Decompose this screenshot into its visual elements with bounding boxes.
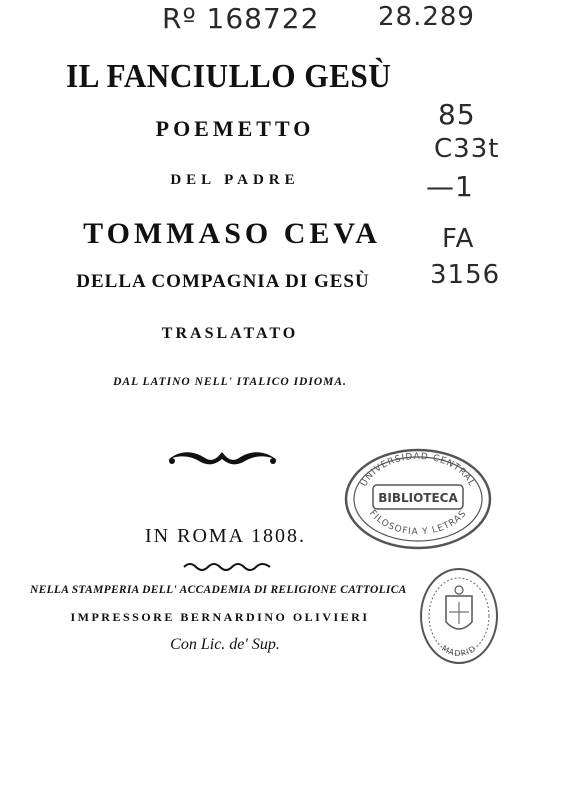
author-society: DELLA COMPAGNIA DI GESÙ	[76, 271, 370, 292]
ornament-divider	[165, 442, 280, 472]
svg-text:FILOSOFIA Y LETRAS	[367, 509, 469, 538]
round-seal-stamp	[418, 566, 500, 666]
stamp-center-text: BIBLIOTECA	[378, 491, 458, 505]
place-and-date: IN ROMA 1808.	[145, 525, 307, 547]
small-ornamental-rule	[182, 560, 272, 572]
handwritten-note-4: FA	[442, 224, 475, 254]
attribution-prefix: DEL PADRE	[170, 172, 300, 188]
handwritten-note-3: —1	[426, 170, 474, 203]
seal-text: MADRID	[440, 643, 478, 659]
library-stamp	[343, 447, 493, 551]
handwritten-number: 28.289	[378, 2, 475, 32]
translation-note: TRASLATATO	[161, 325, 299, 342]
book-title: IL FANCIULLO GESÙ	[66, 58, 392, 95]
svg-text:MADRID	[440, 644, 478, 659]
printer-line: NELLA STAMPERIA DELL' ACCADEMIA DI RELIGIONE CATTOLICA	[30, 584, 407, 596]
author-name: TOMMASO CEVA	[83, 217, 381, 250]
translation-source: DAL LATINO NELL' ITALICO IDIOMA.	[113, 376, 347, 388]
handwritten-shelfmark: Rº 168722	[162, 2, 320, 35]
license-line: Con Lic. de' Sup.	[170, 636, 280, 653]
printer-name: IMPRESSORE BERNARDINO OLIVIERI	[70, 610, 370, 624]
handwritten-note-2: C33t	[434, 134, 500, 164]
stamp-top-text: UNIVERSIDAD CENTRAL	[359, 451, 477, 489]
book-subtitle: POEMETTO	[155, 116, 315, 141]
handwritten-note-5: 3156	[430, 260, 501, 290]
stamp-bottom-text: FILOSOFIA Y LETRAS	[367, 508, 469, 538]
handwritten-note-1: 85	[438, 98, 476, 131]
